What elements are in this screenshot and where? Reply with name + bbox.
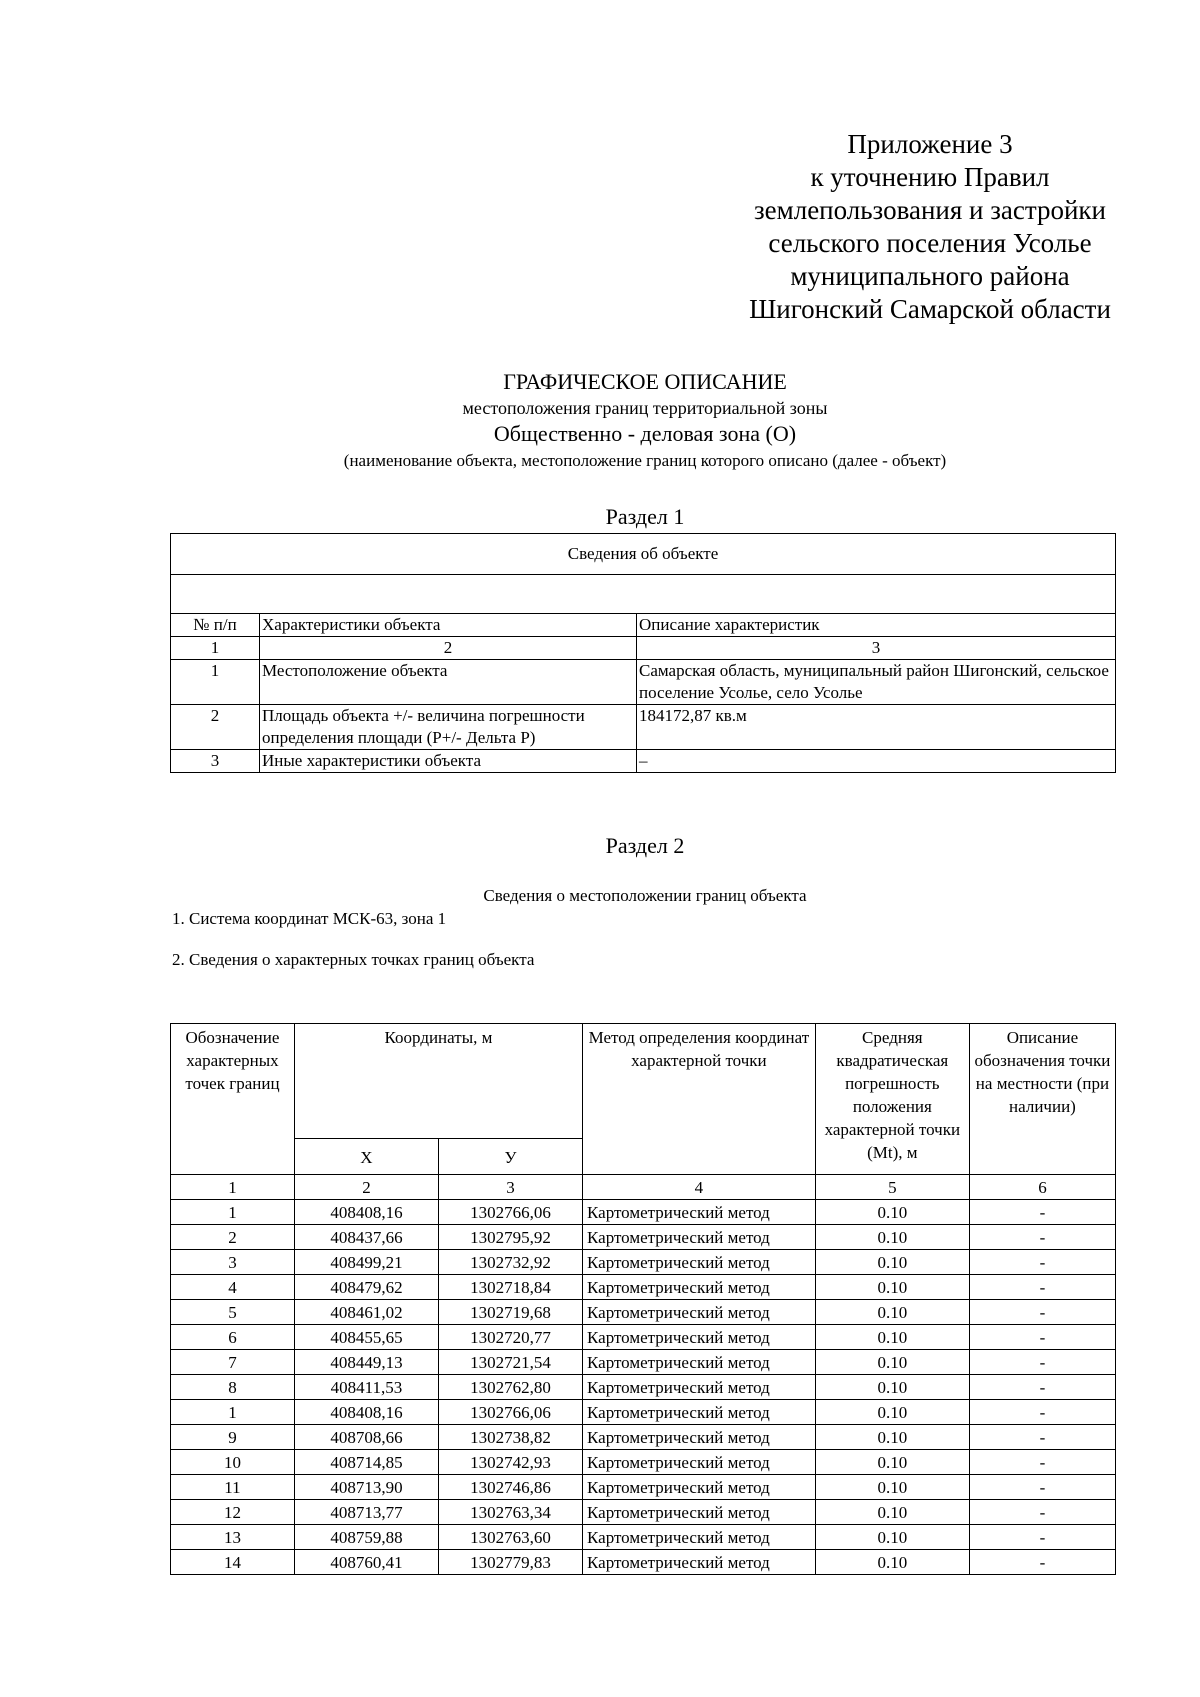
- header-cell: № п/п: [171, 614, 260, 637]
- method-cell: Картометрический метод: [583, 1200, 816, 1225]
- zone-name: Общественно - деловая зона (О): [493, 421, 797, 446]
- header-error: [815, 1024, 969, 1175]
- coord-x: 408408,16: [294, 1200, 438, 1225]
- table-row: [171, 1275, 1116, 1300]
- error-cell: 0.10: [815, 1425, 969, 1450]
- method-cell: Картометрический метод: [583, 1525, 816, 1550]
- point-number: 6: [171, 1325, 295, 1350]
- document-title: ГРАФИЧЕСКОЕ ОПИСАНИЕ: [503, 369, 787, 394]
- description-cell: -: [969, 1350, 1115, 1375]
- table-row: [171, 660, 1116, 705]
- column-number: 5: [815, 1175, 969, 1200]
- document-subtitle: местоположения границ территориальной зоны: [462, 398, 828, 418]
- appendix-line: землепользования и застройки: [753, 195, 1106, 225]
- row-number: 2: [171, 705, 260, 750]
- description-cell: -: [969, 1225, 1115, 1250]
- error-cell: 0.10: [815, 1275, 969, 1300]
- description-cell: -: [969, 1275, 1115, 1300]
- point-number: 3: [171, 1250, 295, 1275]
- error-cell: 0.10: [815, 1450, 969, 1475]
- header-designation: Обозначение характерных точек границ: [171, 1024, 295, 1175]
- description-cell: -: [969, 1475, 1115, 1500]
- method-cell: Картометрический метод: [583, 1500, 816, 1525]
- coord-y: 1302718,84: [438, 1275, 582, 1300]
- method-cell: Картометрический метод: [583, 1325, 816, 1350]
- point-number: 7: [171, 1350, 295, 1375]
- error-cell: 0.10: [815, 1500, 969, 1525]
- characteristic-value: 184172,87 кв.м: [637, 705, 1116, 750]
- characteristic-name: Иные характеристики объекта: [260, 750, 637, 773]
- point-number: 1: [171, 1200, 295, 1225]
- coord-y: 1302779,83: [438, 1550, 582, 1575]
- error-cell: 0.10: [815, 1225, 969, 1250]
- coord-y: 1302762,80: [438, 1375, 582, 1400]
- coord-x: 408449,13: [294, 1350, 438, 1375]
- point-number: 10: [171, 1450, 295, 1475]
- method-cell: Картометрический метод: [583, 1450, 816, 1475]
- characteristic-value: Самарская область, муниципальный район Шигонский, сельское поселение Усолье, село Усолье: [637, 660, 1116, 705]
- error-cell: 0.10: [815, 1400, 969, 1425]
- description-cell: -: [969, 1375, 1115, 1400]
- point-number: 2: [171, 1225, 295, 1250]
- table-row: [171, 1525, 1116, 1550]
- coord-y: 1302766,06: [438, 1400, 582, 1425]
- method-cell: Картометрический метод: [583, 1225, 816, 1250]
- appendix-line: Шигонский Самарской области: [749, 294, 1111, 324]
- table-header-row: [171, 1024, 1116, 1139]
- table-row: [171, 1500, 1116, 1525]
- description-cell: -: [969, 1500, 1115, 1525]
- coord-y: 1302763,60: [438, 1525, 582, 1550]
- table-row: [171, 1375, 1116, 1400]
- column-number: 2: [294, 1175, 438, 1200]
- error-cell: 0.10: [815, 1250, 969, 1275]
- points-title: 2. Сведения о характерных точках границ объекта: [172, 950, 535, 969]
- coord-y: 1302763,34: [438, 1500, 582, 1525]
- coord-y: 1302795,92: [438, 1225, 582, 1250]
- method-cell: Картометрический метод: [583, 1300, 816, 1325]
- column-number: 6: [969, 1175, 1115, 1200]
- method-cell: Картометрический метод: [583, 1375, 816, 1400]
- point-number: 4: [171, 1275, 295, 1300]
- point-number: 5: [171, 1300, 295, 1325]
- coord-x: 408713,77: [294, 1500, 438, 1525]
- table-caption: Сведения об объекте: [171, 534, 1116, 575]
- appendix-line: к уточнению Правил: [810, 162, 1050, 192]
- column-number-row: [171, 637, 1116, 660]
- coordinate-system: 1. Система координат МСК-63, зона 1: [172, 909, 447, 928]
- coord-y: 1302732,92: [438, 1250, 582, 1275]
- point-number: 8: [171, 1375, 295, 1400]
- empty-cell: [171, 575, 1116, 614]
- table-row: [171, 1450, 1116, 1475]
- description-cell: -: [969, 1425, 1115, 1450]
- header-x: X: [294, 1139, 438, 1175]
- boundary-points-table: [170, 1023, 1116, 1575]
- table-caption-row: [171, 534, 1116, 575]
- error-cell: 0.10: [815, 1200, 969, 1225]
- table-row: [171, 1550, 1116, 1575]
- appendix-header: [720, 128, 1140, 326]
- header-coordinates: Координаты, м: [294, 1024, 582, 1139]
- table-row: [171, 1200, 1116, 1225]
- coord-x: 408411,53: [294, 1375, 438, 1400]
- point-number: 13: [171, 1525, 295, 1550]
- column-number: 1: [171, 637, 260, 660]
- table-row: [171, 1425, 1116, 1450]
- coord-x: 408437,66: [294, 1225, 438, 1250]
- error-cell: 0.10: [815, 1350, 969, 1375]
- description-cell: -: [969, 1450, 1115, 1475]
- column-number: 2: [260, 637, 637, 660]
- coord-x: 408455,65: [294, 1325, 438, 1350]
- error-cell: 0.10: [815, 1375, 969, 1400]
- coord-x: 408760,41: [294, 1550, 438, 1575]
- point-number: 9: [171, 1425, 295, 1450]
- coord-y: 1302721,54: [438, 1350, 582, 1375]
- column-number: 3: [438, 1175, 582, 1200]
- coord-y: 1302766,06: [438, 1200, 582, 1225]
- point-number: 11: [171, 1475, 295, 1500]
- coord-x: 408499,21: [294, 1250, 438, 1275]
- section2-caption: Сведения о местоположении границ объекта: [483, 886, 807, 905]
- method-cell: Картометрический метод: [583, 1425, 816, 1450]
- coord-y: 1302742,93: [438, 1450, 582, 1475]
- section2-title: Раздел 2: [605, 833, 685, 858]
- column-number: 3: [637, 637, 1116, 660]
- heading-note: (наименование объекта, местоположение границ которого описано (далее - объект): [343, 451, 947, 470]
- coord-y: 1302720,77: [438, 1325, 582, 1350]
- appendix-line: сельского поселения Усолье: [768, 228, 1092, 258]
- table-row: [171, 1300, 1116, 1325]
- appendix-line: Приложение 3: [847, 129, 1013, 159]
- description-cell: -: [969, 1325, 1115, 1350]
- method-cell: Картометрический метод: [583, 1275, 816, 1300]
- characteristic-name: Площадь объекта +/- величина погрешности определения площади (P+/- Дельта P): [260, 705, 637, 750]
- description-cell: -: [969, 1525, 1115, 1550]
- table-row: [171, 1250, 1116, 1275]
- table-header-row: [171, 614, 1116, 637]
- method-cell: Картометрический метод: [583, 1550, 816, 1575]
- header-cell: Описание характеристик: [637, 614, 1116, 637]
- appendix-line: муниципального района: [790, 261, 1070, 291]
- description-cell: -: [969, 1400, 1115, 1425]
- coord-x: 408708,66: [294, 1425, 438, 1450]
- coord-x: 408759,88: [294, 1525, 438, 1550]
- description-cell: -: [969, 1300, 1115, 1325]
- method-cell: Картометрический метод: [583, 1475, 816, 1500]
- error-cell: 0.10: [815, 1475, 969, 1500]
- table-row: [171, 1225, 1116, 1250]
- table-row: [171, 750, 1116, 773]
- header-y: У: [438, 1139, 582, 1175]
- error-cell: 0.10: [815, 1300, 969, 1325]
- coord-x: 408479,62: [294, 1275, 438, 1300]
- document-heading: [170, 368, 1120, 473]
- header-cell: Характеристики объекта: [260, 614, 637, 637]
- column-number: 1: [171, 1175, 295, 1200]
- coord-y: 1302719,68: [438, 1300, 582, 1325]
- table-row: [171, 1350, 1116, 1375]
- table-row: [171, 1475, 1116, 1500]
- coord-x: 408713,90: [294, 1475, 438, 1500]
- object-info-table: [170, 533, 1116, 773]
- description-cell: -: [969, 1250, 1115, 1275]
- table-row: [171, 1325, 1116, 1350]
- table-row: [171, 705, 1116, 750]
- point-number: 12: [171, 1500, 295, 1525]
- column-number: 4: [583, 1175, 816, 1200]
- table-row: [171, 1400, 1116, 1425]
- point-number: 1: [171, 1400, 295, 1425]
- error-cell: 0.10: [815, 1525, 969, 1550]
- coord-y: 1302738,82: [438, 1425, 582, 1450]
- empty-row: [171, 575, 1116, 614]
- header-description: Описание обозначения точки на местности (при наличии): [969, 1024, 1115, 1175]
- method-cell: Картометрический метод: [583, 1350, 816, 1375]
- characteristic-name: Местоположение объекта: [260, 660, 637, 705]
- row-number: 3: [171, 750, 260, 773]
- section1-title: Раздел 1: [605, 504, 685, 529]
- coord-x: 408714,85: [294, 1450, 438, 1475]
- header-error-text: Средняя квадратическая погрешность положения характерной точки (Mt), м: [824, 1028, 961, 1162]
- coord-x: 408461,02: [294, 1300, 438, 1325]
- coord-x: 408408,16: [294, 1400, 438, 1425]
- description-cell: -: [969, 1200, 1115, 1225]
- error-cell: 0.10: [815, 1550, 969, 1575]
- characteristic-value: –: [637, 750, 1116, 773]
- coord-y: 1302746,86: [438, 1475, 582, 1500]
- column-number-row: [171, 1175, 1116, 1200]
- point-number: 14: [171, 1550, 295, 1575]
- error-cell: 0.10: [815, 1325, 969, 1350]
- method-cell: Картометрический метод: [583, 1250, 816, 1275]
- description-cell: -: [969, 1550, 1115, 1575]
- method-cell: Картометрический метод: [583, 1400, 816, 1425]
- row-number: 1: [171, 660, 260, 705]
- header-method: Метод определения координат характерной точки: [583, 1024, 816, 1175]
